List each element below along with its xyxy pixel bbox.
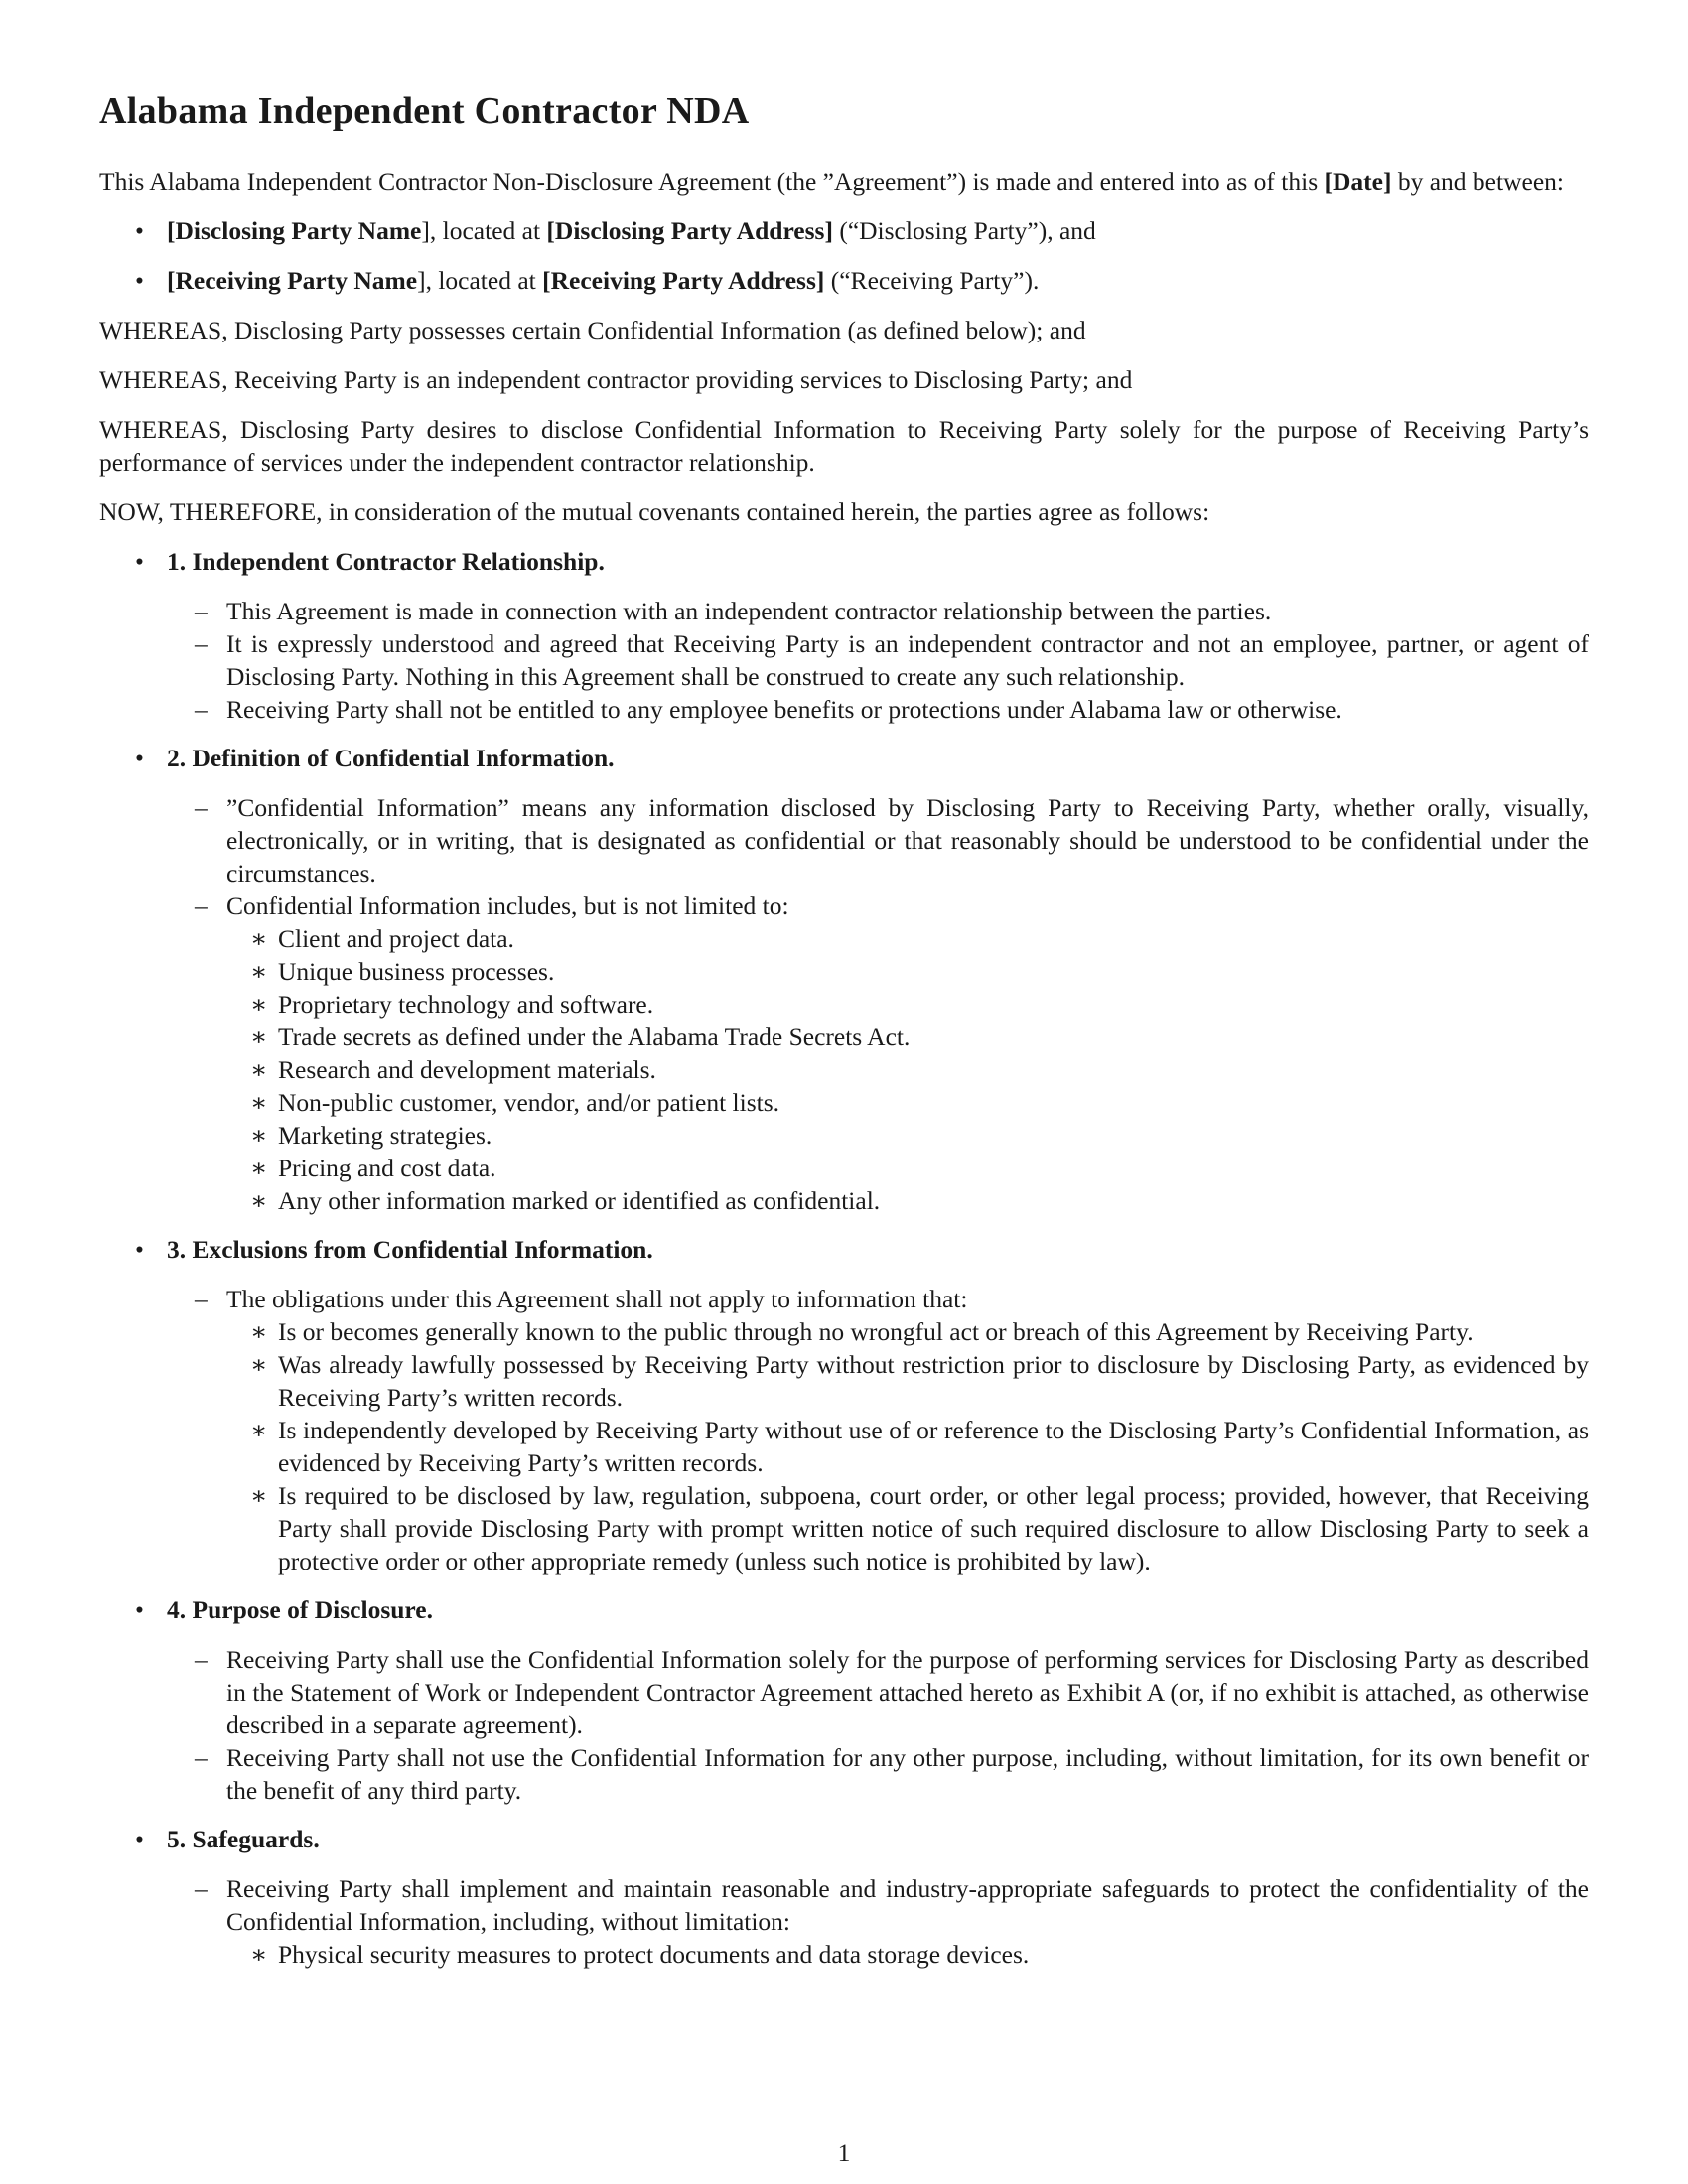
list-item: – ”Confidential Information” means any information disclosed by Disclosing Party to Receiving Party, whether orally, visually, electronically, or in writing, that is designated as confidential or that reasonably should be understood to be confidential under the circumstances. xyxy=(167,791,1589,889)
sub-list-item: ∗ Any other information marked or identified as confidential. xyxy=(226,1184,1589,1217)
sub-list-item: ∗ Marketing strategies. xyxy=(226,1119,1589,1152)
sub-list-item: ∗ Is independently developed by Receiving Party without use of or reference to the Disclosing Party’s Confidential Information, as evidenced by Receiving Party’s written records. xyxy=(226,1414,1589,1479)
intro-text: This Alabama Independent Contractor Non-Disclosure Agreement (the ”Agreement”) is made and entered into as of this xyxy=(99,167,1325,196)
list-item: – The obligations under this Agreement shall not apply to information that: ∗ Is or becomes generally known to the public through no wrongful act or breach of this Agreement by Receiving Party. ∗ Was already lawfully possessed by Receiving Party without restriction prior to disclosure by Disclosing Party, as evidenced by Receiving Party’s written records. ∗ Is independently developed by Receiving Party without use of or reference to the Disclosing Party’s Confidential Information, as evidenced by Receiving Party’s written records. ∗ Is required to be disclosed by law, regulation, subpoena, court order, or other legal process; provided, however, that Receiving Party shall provide Disclosing Party with prompt written notice of such required disclosure to allow Disclosing Party to seek a protective order or other appropriate remedy (unless such notice is prohibited by law). xyxy=(167,1283,1589,1577)
disclosing-party-address: [Disclosing Party Address] xyxy=(546,216,833,245)
list-item: – Receiving Party shall use the Confidential Information solely for the purpose of performing services for Disclosing Party as described in the Statement of Work or Independent Contractor Agreement attached hereto as Exhibit A (or, if no exhibit is attached, as otherwise described in a separate agreement). xyxy=(167,1643,1589,1741)
party-item-disclosing: • [Disclosing Party Name], located at [Disclosing Party Address] (“Disclosing Party”), and xyxy=(99,214,1589,247)
section-title: • 1. Independent Contractor Relationship. xyxy=(167,547,605,576)
sections-list xyxy=(99,545,1589,1971)
sub-list-item: ∗ Is or becomes generally known to the public through no wrongful act or breach of this Agreement by Receiving Party. xyxy=(226,1315,1589,1348)
receiving-party-address: [Receiving Party Address] xyxy=(542,266,825,295)
section-5 xyxy=(99,1823,1589,1971)
disclosing-party-name: Disclosing Party Name xyxy=(175,216,422,245)
list-item: – Receiving Party shall implement and maintain reasonable and industry-appropriate safeguards to protect the confidentiality of the Confidential Information, including, without limitation: ∗ Physical security measures to protect documents and data storage devices. xyxy=(167,1872,1589,1971)
sub-list-item: ∗ Physical security measures to protect documents and data storage devices. xyxy=(226,1938,1589,1971)
list-item: – This Agreement is made in connection with an independent contractor relationship between the parties. xyxy=(167,595,1589,627)
section-title: • 3. Exclusions from Confidential Information. xyxy=(167,1235,653,1264)
sub-list-item: ∗ Research and development materials. xyxy=(226,1053,1589,1086)
sub-list-item: ∗ Trade secrets as defined under the Alabama Trade Secrets Act. xyxy=(226,1021,1589,1053)
page-number: 1 xyxy=(837,2138,851,2167)
receiving-party-name: Receiving Party Name xyxy=(175,266,418,295)
sub-list-item: ∗ Non-public customer, vendor, and/or patient lists. xyxy=(226,1086,1589,1119)
section-1 xyxy=(99,545,1589,726)
section-3 xyxy=(99,1233,1589,1577)
parties-list xyxy=(99,214,1589,297)
sub-list-item: ∗ Pricing and cost data. xyxy=(226,1152,1589,1184)
intro-text-end: by and between: xyxy=(1391,167,1564,196)
intro-paragraph xyxy=(99,165,1589,198)
recital-3: WHEREAS, Disclosing Party desires to disclose Confidential Information to Receiving Party solely for the purpose of Receiving Party’s performance of services under the independent contractor relationship. xyxy=(99,415,1589,477)
recital-now-therefore: NOW, THEREFORE, in consideration of the mutual covenants contained herein, the parties agree as follows: xyxy=(99,497,1210,526)
section-title: • 5. Safeguards. xyxy=(167,1825,320,1853)
document-title: Alabama Independent Contractor NDA xyxy=(99,90,750,132)
section-title: • 2. Definition of Confidential Information. xyxy=(167,744,615,772)
party-item-receiving: • [Receiving Party Name], located at [Receiving Party Address] (“Receiving Party”). xyxy=(99,264,1589,297)
sub-list-item: ∗ Client and project data. xyxy=(226,922,1589,955)
recital-2: WHEREAS, Receiving Party is an independent contractor providing services to Disclosing Party; and xyxy=(99,365,1133,394)
list-item: – Confidential Information includes, but is not limited to: ∗ Client and project data. ∗ Unique business processes. ∗ Proprietary technology and software. ∗ Trade secrets as defined under the Alabama Trade Secrets Act. ∗ Research and development materials. ∗ Non-public customer, vendor, and/or patient lists. ∗ Marketing strategies. ∗ Pricing and cost data. ∗ Any other information marked or identified as confidential. xyxy=(167,889,1589,1217)
list-item: – Receiving Party shall not be entitled to any employee benefits or protections under Alabama law or otherwise. xyxy=(167,693,1589,726)
document-body xyxy=(99,87,1589,1986)
list-item: – Receiving Party shall not use the Confidential Information for any other purpose, including, without limitation, for its own benefit or the benefit of any third party. xyxy=(167,1741,1589,1807)
list-item: – It is expressly understood and agreed that Receiving Party is an independent contractor and not an employee, partner, or agent of Disclosing Party. Nothing in this Agreement shall be construed to create any such relationship. xyxy=(167,627,1589,693)
section-4 xyxy=(99,1593,1589,1807)
sub-list-item: ∗ Is required to be disclosed by law, regulation, subpoena, court order, or other legal process; provided, however, that Receiving Party shall provide Disclosing Party with prompt written notice of such required disclosure to allow Disclosing Party to seek a protective order or other appropriate remedy (unless such notice is prohibited by law). xyxy=(226,1479,1589,1577)
sub-list-item: ∗ Was already lawfully possessed by Receiving Party without restriction prior to disclosure by Disclosing Party, as evidenced by Receiving Party’s written records. xyxy=(226,1348,1589,1414)
section-2 xyxy=(99,742,1589,1217)
recital-1: WHEREAS, Disclosing Party possesses certain Confidential Information (as defined below); and xyxy=(99,316,1086,344)
section-title: • 4. Purpose of Disclosure. xyxy=(167,1595,433,1624)
sub-list-item: ∗ Proprietary technology and software. xyxy=(226,988,1589,1021)
date-placeholder: [Date] xyxy=(1324,167,1392,196)
sub-list-item: ∗ Unique business processes. xyxy=(226,955,1589,988)
